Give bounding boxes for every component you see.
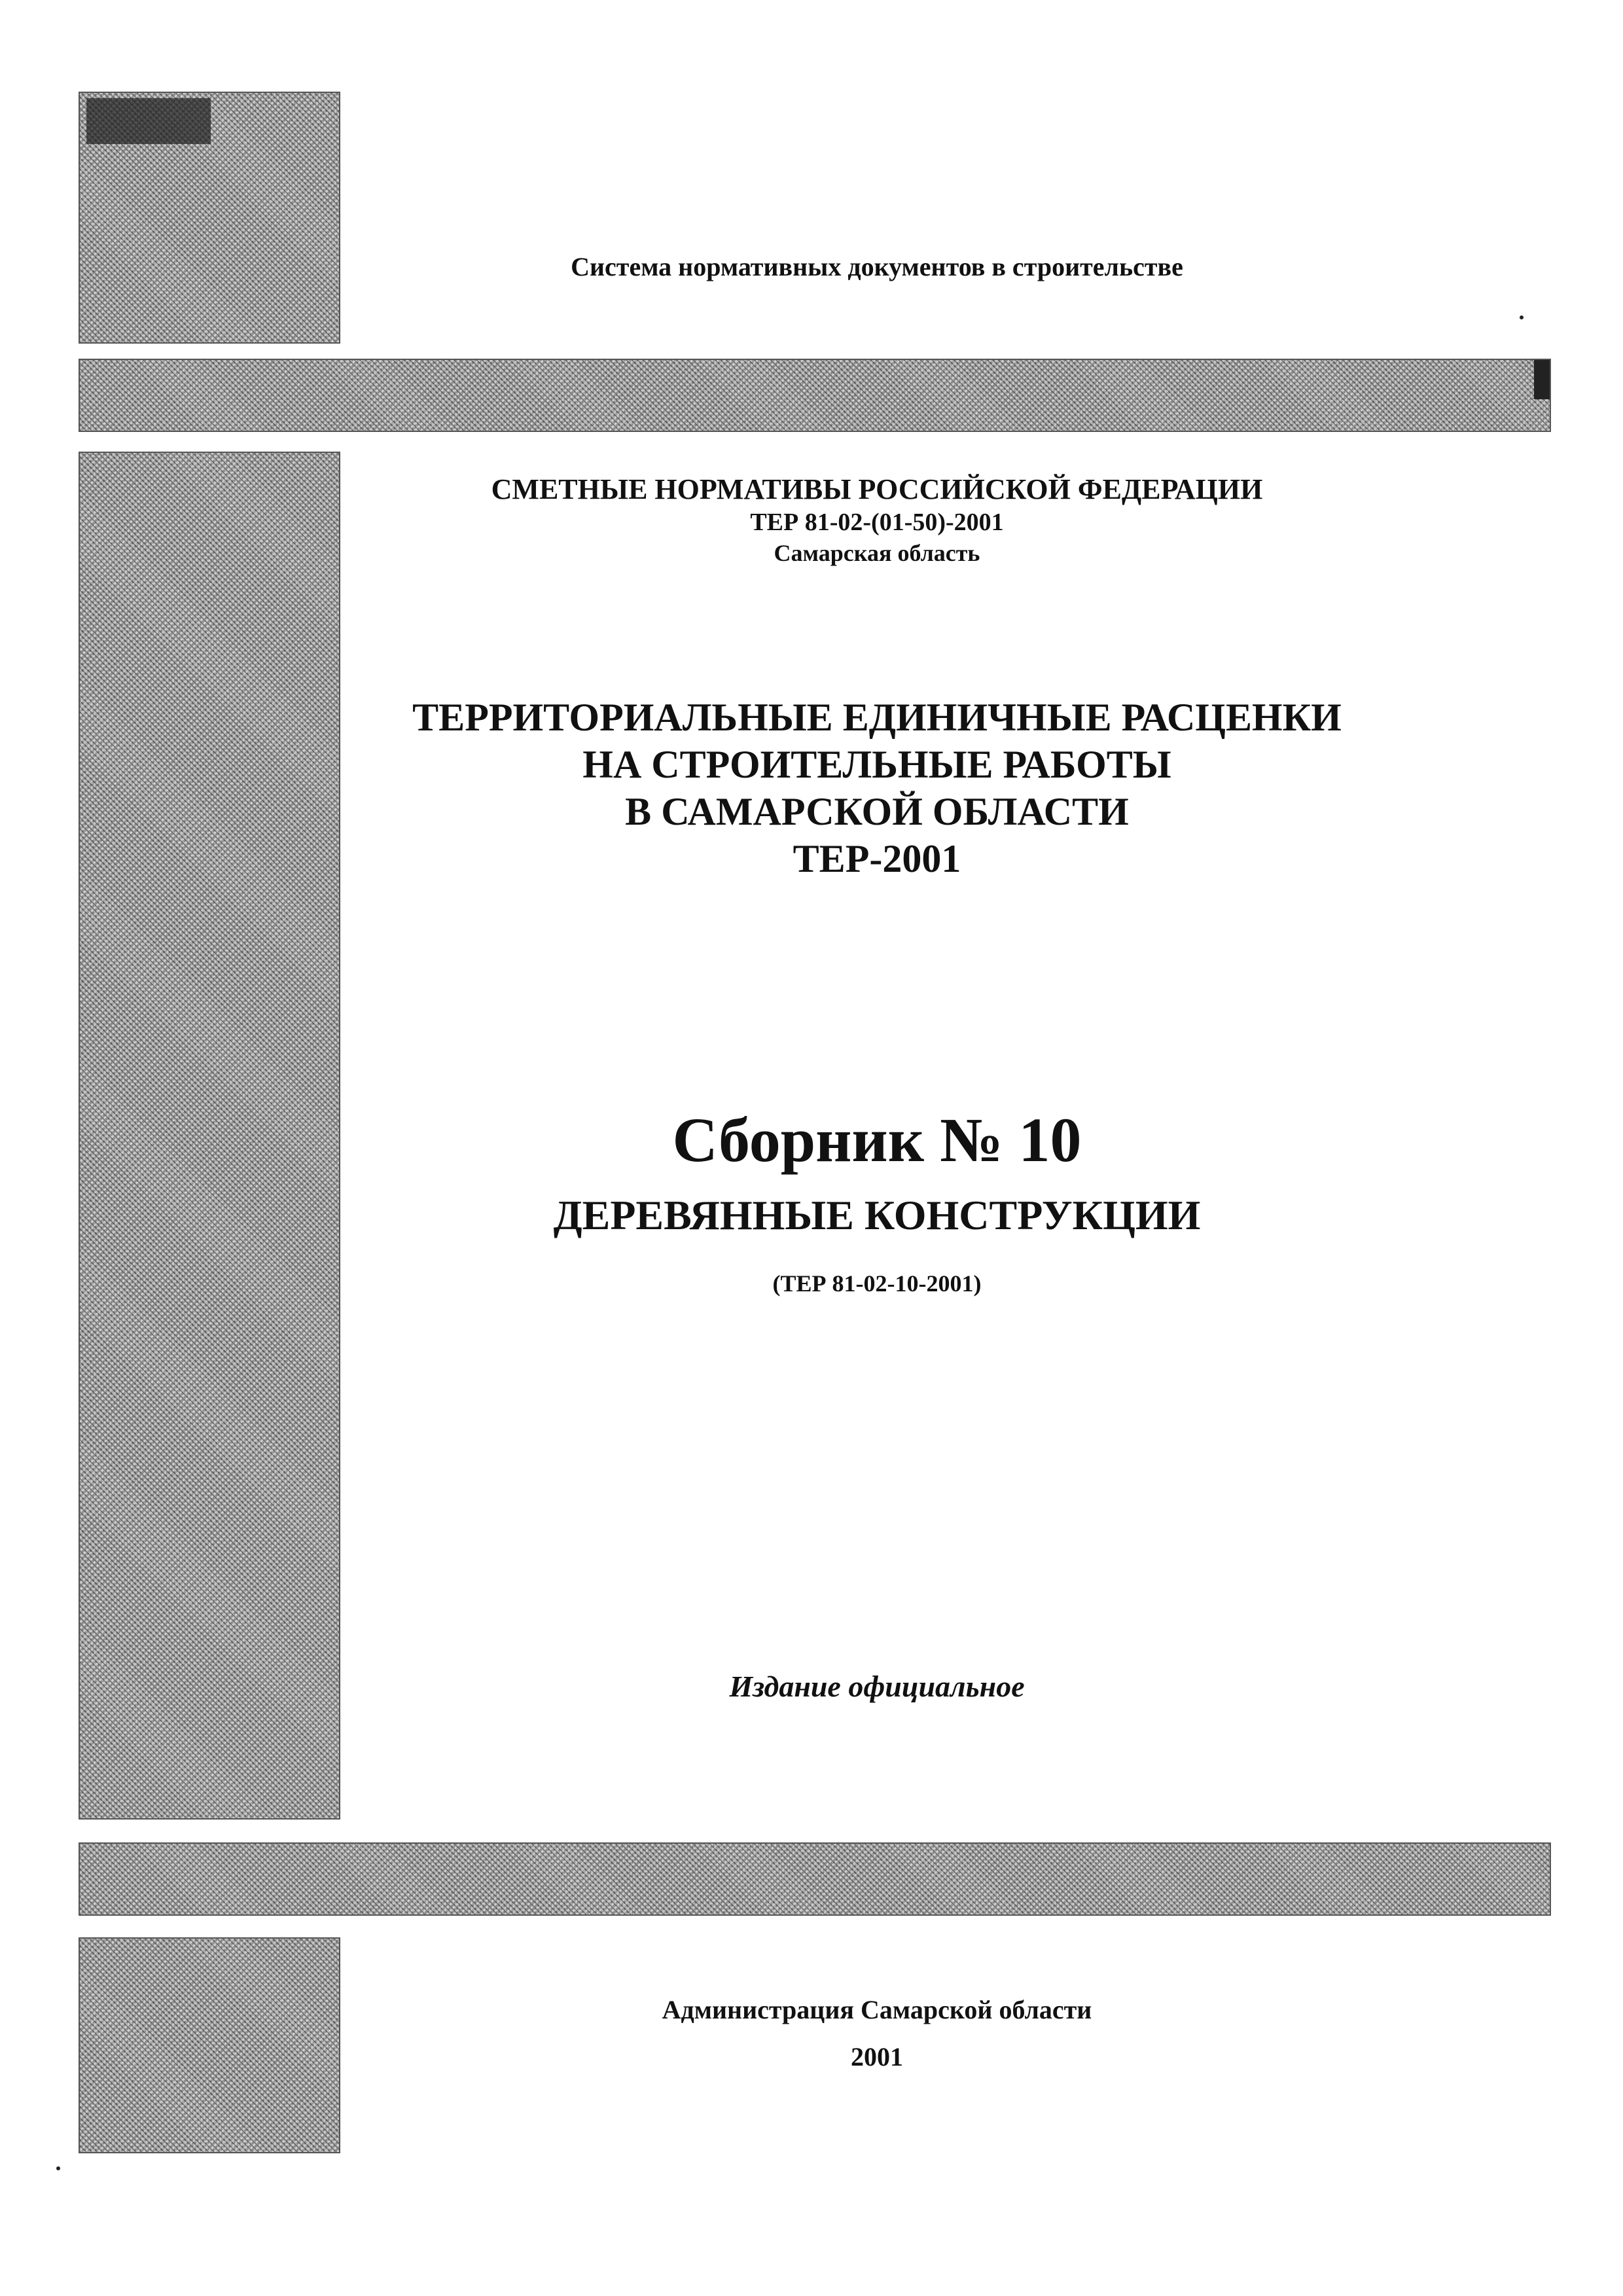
- texture-block-top-left: [79, 92, 340, 344]
- series-code: ТЕР 81-02-(01-50)-2001: [750, 509, 1004, 536]
- document-title-line: НА СТРОИТЕЛЬНЫЕ РАБОТЫ: [582, 743, 1171, 786]
- edition-label: Издание официальное: [729, 1670, 1025, 1703]
- texture-band-edge: [1534, 360, 1550, 399]
- scan-speck: [1520, 315, 1524, 319]
- texture-dark-spot: [86, 98, 211, 144]
- publisher-name: Администрация Самарской области: [662, 1995, 1092, 2024]
- collection-code: (ТЕР 81-02-10-2001): [772, 1270, 982, 1297]
- texture-band-top: [79, 359, 1551, 432]
- collection-number: Сборник № 10: [672, 1105, 1082, 1175]
- document-title: [353, 694, 1400, 882]
- system-name: Система нормативных документов в строительстве: [571, 252, 1183, 281]
- texture-column-left: [79, 452, 340, 1820]
- publication-year: 2001: [851, 2042, 903, 2072]
- series-region: Самарская область: [774, 539, 980, 566]
- collection-block: [353, 1100, 1400, 1299]
- texture-block-bottom-left: [79, 1937, 340, 2153]
- publisher-block: [353, 1986, 1400, 2081]
- series-block: [353, 471, 1400, 568]
- series-title: СМЕТНЫЕ НОРМАТИВЫ РОССИЙСКОЙ ФЕДЕРАЦИИ: [491, 473, 1263, 505]
- scan-speck: [56, 2166, 60, 2170]
- document-title-line: ТЕРРИТОРИАЛЬНЫЕ ЕДИНИЧНЫЕ РАСЦЕНКИ: [412, 696, 1342, 739]
- collection-name: ДЕРЕВЯННЫЕ КОНСТРУКЦИИ: [553, 1191, 1201, 1238]
- document-title-line: ТЕР-2001: [793, 837, 961, 880]
- texture-band-bottom: [79, 1842, 1551, 1916]
- document-title-line: В САМАРСКОЙ ОБЛАСТИ: [625, 790, 1129, 833]
